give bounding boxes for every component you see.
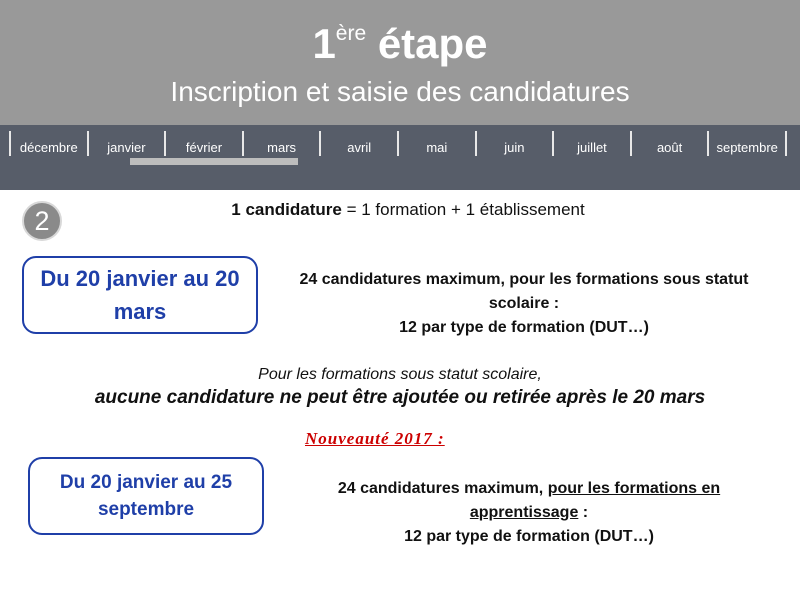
title-word: étape	[377, 20, 488, 67]
step-number-badge: 2	[22, 201, 62, 241]
month-label-9: septembre	[716, 140, 778, 155]
month-label-5: mai	[426, 140, 448, 155]
slide-title	[0, 20, 800, 68]
month-label-3: mars	[267, 140, 297, 155]
slide-header	[0, 0, 800, 125]
info-apprentissage	[300, 477, 758, 549]
info-apprentissage-underlined: pour les formations en apprentissage	[469, 480, 721, 521]
month-label-8: août	[656, 140, 683, 155]
info-apprentissage-suffix: :	[578, 504, 589, 521]
title-number: 1	[312, 20, 336, 67]
rule-rest: = 1 formation + 1 établissement	[341, 200, 585, 219]
period-highlight-bar	[130, 158, 298, 165]
period-box-scolaire: Du 20 janvier au 20 mars	[22, 256, 258, 334]
info-scolaire-line1: 24 candidatures maximum, pour les formations sous statut scolaire :	[299, 271, 749, 312]
candidature-rule	[0, 200, 800, 220]
month-label-4: avril	[347, 140, 372, 155]
month-label-1: janvier	[107, 140, 146, 155]
rule-bold: 1 candidature	[231, 200, 342, 219]
note-line2: aucune candidature ne peut être ajoutée ou retirée après le 20 mars	[94, 387, 706, 408]
period-box-apprentissage: Du 20 janvier au 25 septembre	[28, 457, 264, 535]
month-label-2: février	[185, 140, 223, 155]
info-scolaire-line2: 12 par type de formation (DUT…)	[399, 319, 649, 336]
note-line1: Pour les formations sous statut scolaire,	[258, 366, 542, 383]
month-separator	[785, 131, 787, 156]
month-label-6: juin	[504, 140, 525, 155]
month-label-7: juillet	[577, 140, 607, 155]
month-timeline	[0, 125, 800, 190]
info-apprentissage-line1	[300, 477, 758, 525]
info-apprentissage-prefix: 24 candidatures maximum,	[337, 480, 548, 497]
slide-subtitle: Inscription et saisie des candidatures	[170, 76, 630, 107]
month-label-0: décembre	[19, 140, 78, 155]
info-scolaire	[285, 268, 763, 340]
info-apprentissage-line2: 12 par type de formation (DUT…)	[404, 528, 654, 545]
title-suffix: ère	[335, 22, 367, 45]
new-2017-label: Nouveauté 2017 :	[305, 429, 445, 448]
